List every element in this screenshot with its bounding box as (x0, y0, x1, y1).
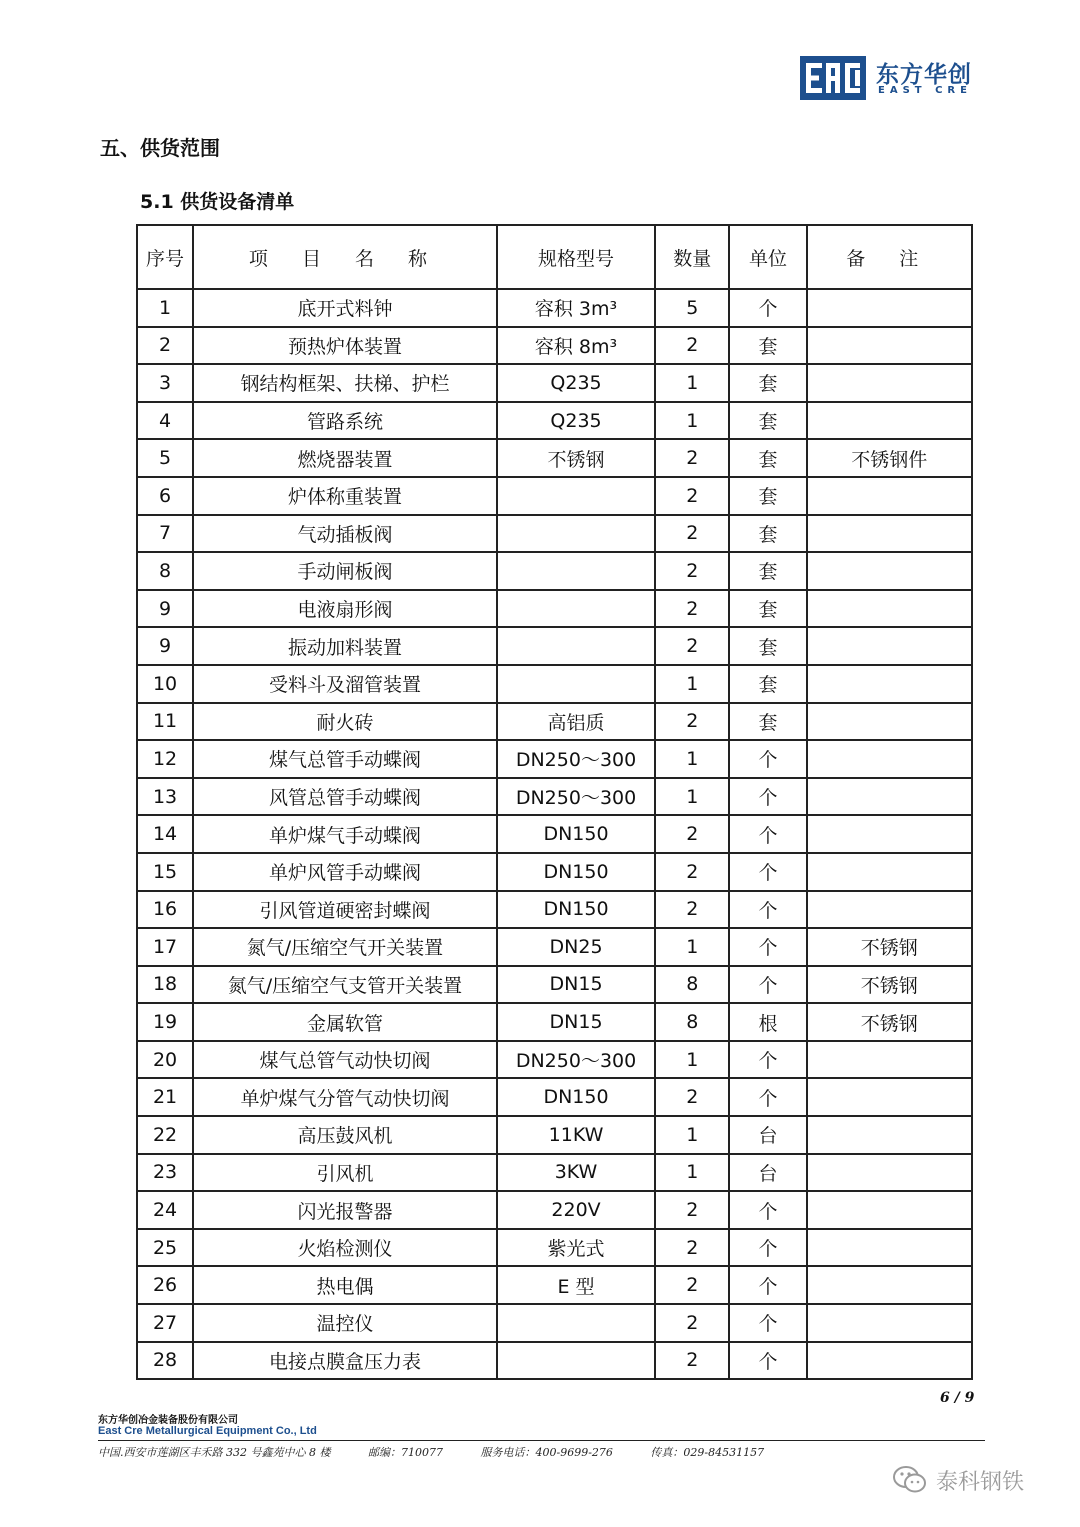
cell-note: 不锈钢件 (807, 439, 972, 477)
footer-divider (98, 1440, 985, 1441)
table-body (137, 289, 972, 1379)
cell-unit: 套 (729, 402, 806, 440)
cell-spec: 高铝质 (497, 703, 655, 741)
cell-note (807, 477, 972, 515)
cell-spec: 容积 8m³ (497, 327, 655, 365)
cell-qty: 1 (655, 778, 729, 816)
logo-cn-name: 东方华创 (876, 62, 972, 88)
table-row (137, 1041, 972, 1079)
cell-no: 2 (137, 327, 193, 365)
cell-note (807, 1304, 972, 1342)
cell-qty: 1 (655, 364, 729, 402)
cell-no: 19 (137, 1003, 193, 1041)
cell-note: 不锈钢 (807, 928, 972, 966)
cell-no: 4 (137, 402, 193, 440)
cell-no: 15 (137, 853, 193, 891)
cell-name: 氮气/压缩空气开关装置 (193, 928, 497, 966)
watermark-text: 泰科钢铁 (936, 1469, 1025, 1495)
cell-qty: 2 (655, 477, 729, 515)
cell-name: 预热炉体装置 (193, 327, 497, 365)
cell-note (807, 1116, 972, 1154)
cell-qty: 1 (655, 928, 729, 966)
table-row (137, 552, 972, 590)
table-row (137, 364, 972, 402)
cell-note (807, 289, 972, 327)
cell-no: 7 (137, 515, 193, 553)
cell-qty: 1 (655, 1154, 729, 1192)
cell-note (807, 815, 972, 853)
cell-qty: 2 (655, 1191, 729, 1229)
cell-note (807, 590, 972, 628)
cell-no: 14 (137, 815, 193, 853)
cell-note (807, 778, 972, 816)
footer-company-cn: 东方华创冶金装备股份有限公司 (98, 1415, 238, 1426)
cell-qty: 2 (655, 627, 729, 665)
page-number: 6 / 9 (940, 1390, 975, 1406)
cell-note (807, 1041, 972, 1079)
cell-spec: DN150 (497, 853, 655, 891)
cell-name: 引风管道硬密封蝶阀 (193, 891, 497, 929)
cell-spec: DN250～300 (497, 778, 655, 816)
cell-unit: 套 (729, 590, 806, 628)
table-row (137, 515, 972, 553)
cell-name: 单炉风管手动蝶阀 (193, 853, 497, 891)
cell-qty: 2 (655, 327, 729, 365)
cell-name: 电液扇形阀 (193, 590, 497, 628)
cell-name: 氮气/压缩空气支管开关装置 (193, 966, 497, 1004)
table-row (137, 289, 972, 327)
cell-name: 热电偶 (193, 1266, 497, 1304)
cell-unit: 个 (729, 928, 806, 966)
cell-spec (497, 1342, 655, 1380)
cell-spec: Q235 (497, 402, 655, 440)
cell-name: 单炉煤气手动蝶阀 (193, 815, 497, 853)
cell-unit: 个 (729, 1229, 806, 1267)
cell-name: 气动插板阀 (193, 515, 497, 553)
cell-spec (497, 477, 655, 515)
cell-no: 5 (137, 439, 193, 477)
cell-name: 引风机 (193, 1154, 497, 1192)
cell-no: 25 (137, 1229, 193, 1267)
table-row (137, 665, 972, 703)
cell-unit: 个 (729, 966, 806, 1004)
cell-spec: DN250～300 (497, 1041, 655, 1079)
footer-fax: 传真：029-84531157 (650, 1446, 765, 1459)
cell-unit: 个 (729, 778, 806, 816)
table-row (137, 477, 972, 515)
cell-spec: E 型 (497, 1266, 655, 1304)
table-row (137, 966, 972, 1004)
cell-name: 受料斗及溜管装置 (193, 665, 497, 703)
cell-no: 10 (137, 665, 193, 703)
cell-qty: 2 (655, 1342, 729, 1380)
table-row (137, 1003, 972, 1041)
footer-service-phone: 服务电话：400-9699-276 (480, 1446, 613, 1459)
cell-unit: 套 (729, 665, 806, 703)
footer-company-en: East Cre Metallurgical Equipment Co., Ltd (98, 1425, 317, 1437)
cell-unit: 套 (729, 327, 806, 365)
cell-spec: 220V (497, 1191, 655, 1229)
table-row (137, 1342, 972, 1380)
cell-no: 27 (137, 1304, 193, 1342)
header-note: 备 注 (807, 225, 972, 289)
cell-spec (497, 1304, 655, 1342)
cell-no: 1 (137, 289, 193, 327)
cell-note (807, 1342, 972, 1380)
cell-unit: 台 (729, 1154, 806, 1192)
cell-qty: 2 (655, 815, 729, 853)
cell-no: 9 (137, 590, 193, 628)
table-row (137, 1078, 972, 1116)
cell-qty: 2 (655, 1229, 729, 1267)
cell-note (807, 740, 972, 778)
cell-name: 闪光报警器 (193, 1191, 497, 1229)
cell-qty: 2 (655, 552, 729, 590)
table-row (137, 1191, 972, 1229)
cell-no: 17 (137, 928, 193, 966)
equipment-table (136, 224, 973, 1380)
cell-note (807, 1154, 972, 1192)
cell-unit: 个 (729, 1191, 806, 1229)
logo-en-name: EAST CRE (878, 85, 972, 96)
cell-name: 金属软管 (193, 1003, 497, 1041)
cell-name: 钢结构框架、扶梯、护栏 (193, 364, 497, 402)
cell-qty: 2 (655, 515, 729, 553)
table-row (137, 590, 972, 628)
cell-name: 手动闸板阀 (193, 552, 497, 590)
cell-no: 9 (137, 627, 193, 665)
cell-spec (497, 552, 655, 590)
cell-no: 20 (137, 1041, 193, 1079)
cell-qty: 8 (655, 966, 729, 1004)
cell-spec: DN15 (497, 966, 655, 1004)
cell-no: 13 (137, 778, 193, 816)
cell-qty: 2 (655, 1078, 729, 1116)
cell-qty: 2 (655, 439, 729, 477)
cell-unit: 根 (729, 1003, 806, 1041)
cell-name: 火焰检测仪 (193, 1229, 497, 1267)
cell-spec (497, 627, 655, 665)
cell-note (807, 402, 972, 440)
cell-qty: 2 (655, 853, 729, 891)
table-row (137, 327, 972, 365)
footer-address: 中国.西安市莲湖区丰禾路 332 号鑫苑中心 8 楼 (98, 1446, 331, 1459)
cell-name: 振动加料装置 (193, 627, 497, 665)
cell-unit: 套 (729, 364, 806, 402)
cell-qty: 1 (655, 665, 729, 703)
cell-unit: 个 (729, 740, 806, 778)
cell-spec: 不锈钢 (497, 439, 655, 477)
cell-name: 炉体称重装置 (193, 477, 497, 515)
cell-name: 耐火砖 (193, 703, 497, 741)
cell-no: 28 (137, 1342, 193, 1380)
table-row (137, 1116, 972, 1154)
company-logo (800, 54, 980, 102)
table-row (137, 1154, 972, 1192)
cell-name: 温控仪 (193, 1304, 497, 1342)
cell-unit: 台 (729, 1116, 806, 1154)
cell-name: 电接点膜盒压力表 (193, 1342, 497, 1380)
cell-note (807, 552, 972, 590)
cell-qty: 2 (655, 590, 729, 628)
cell-unit: 套 (729, 552, 806, 590)
header-spec: 规格型号 (497, 225, 655, 289)
cell-spec (497, 665, 655, 703)
cell-name: 单炉煤气分管气动快切阀 (193, 1078, 497, 1116)
cell-unit: 个 (729, 1342, 806, 1380)
cell-unit: 套 (729, 439, 806, 477)
cell-spec (497, 515, 655, 553)
table-row (137, 891, 972, 929)
table-row (137, 1229, 972, 1267)
table-row (137, 1266, 972, 1304)
cell-unit: 个 (729, 289, 806, 327)
cell-note (807, 1266, 972, 1304)
cell-spec: DN150 (497, 1078, 655, 1116)
section-title: 五、供货范围 (100, 136, 220, 160)
cell-spec: DN25 (497, 928, 655, 966)
table-row (137, 853, 972, 891)
cell-spec (497, 590, 655, 628)
header-name: 项 目 名 称 (193, 225, 497, 289)
cell-note (807, 1191, 972, 1229)
cell-name: 高压鼓风机 (193, 1116, 497, 1154)
cell-no: 18 (137, 966, 193, 1004)
cell-note (807, 703, 972, 741)
cell-note (807, 364, 972, 402)
cell-name: 管路系统 (193, 402, 497, 440)
cell-note (807, 665, 972, 703)
cell-spec: Q235 (497, 364, 655, 402)
cell-note (807, 891, 972, 929)
cell-note (807, 853, 972, 891)
table-row (137, 778, 972, 816)
cell-note (807, 515, 972, 553)
cell-qty: 2 (655, 1304, 729, 1342)
cell-unit: 个 (729, 891, 806, 929)
cell-qty: 5 (655, 289, 729, 327)
cell-unit: 套 (729, 477, 806, 515)
header-no: 序号 (137, 225, 193, 289)
cell-no: 26 (137, 1266, 193, 1304)
cell-unit: 套 (729, 627, 806, 665)
table-row (137, 928, 972, 966)
cell-unit: 个 (729, 1041, 806, 1079)
cell-unit: 个 (729, 1078, 806, 1116)
cell-note (807, 327, 972, 365)
cell-unit: 个 (729, 1266, 806, 1304)
cell-qty: 2 (655, 703, 729, 741)
cell-no: 3 (137, 364, 193, 402)
cell-unit: 个 (729, 1304, 806, 1342)
logo-mark-icon (800, 56, 866, 100)
footer-contact-line (98, 1444, 798, 1460)
cell-spec: DN150 (497, 815, 655, 853)
table-row (137, 740, 972, 778)
header-qty: 数量 (655, 225, 729, 289)
cell-unit: 个 (729, 853, 806, 891)
cell-note (807, 1078, 972, 1116)
cell-unit: 个 (729, 815, 806, 853)
cell-qty: 1 (655, 402, 729, 440)
cell-spec: DN250～300 (497, 740, 655, 778)
cell-no: 8 (137, 552, 193, 590)
cell-name: 燃烧器装置 (193, 439, 497, 477)
table-row (137, 703, 972, 741)
cell-note (807, 627, 972, 665)
table-row (137, 815, 972, 853)
table-row (137, 627, 972, 665)
cell-name: 煤气总管手动蝶阀 (193, 740, 497, 778)
cell-note: 不锈钢 (807, 1003, 972, 1041)
footer-postcode: 邮编：710077 (367, 1446, 443, 1459)
wechat-icon (892, 1465, 928, 1495)
cell-unit: 套 (729, 515, 806, 553)
cell-spec: 11KW (497, 1116, 655, 1154)
cell-name: 风管总管手动蝶阀 (193, 778, 497, 816)
cell-no: 23 (137, 1154, 193, 1192)
table-row (137, 402, 972, 440)
table-row (137, 439, 972, 477)
cell-qty: 2 (655, 891, 729, 929)
cell-name: 底开式料钟 (193, 289, 497, 327)
table-header-row (137, 225, 972, 289)
cell-spec: 容积 3m³ (497, 289, 655, 327)
cell-qty: 1 (655, 1041, 729, 1079)
header-unit: 单位 (729, 225, 806, 289)
cell-qty: 8 (655, 1003, 729, 1041)
cell-unit: 套 (729, 703, 806, 741)
cell-qty: 1 (655, 1116, 729, 1154)
cell-no: 16 (137, 891, 193, 929)
cell-no: 6 (137, 477, 193, 515)
cell-spec: 紫光式 (497, 1229, 655, 1267)
sub-title: 5.1 供货设备清单 (140, 191, 295, 213)
cell-qty: 1 (655, 740, 729, 778)
watermark (892, 1460, 1024, 1500)
cell-no: 21 (137, 1078, 193, 1116)
cell-spec: DN150 (497, 891, 655, 929)
cell-no: 24 (137, 1191, 193, 1229)
cell-spec: 3KW (497, 1154, 655, 1192)
cell-name: 煤气总管气动快切阀 (193, 1041, 497, 1079)
cell-no: 12 (137, 740, 193, 778)
cell-qty: 2 (655, 1266, 729, 1304)
cell-spec: DN15 (497, 1003, 655, 1041)
table-row (137, 1304, 972, 1342)
cell-note: 不锈钢 (807, 966, 972, 1004)
cell-no: 11 (137, 703, 193, 741)
cell-note (807, 1229, 972, 1267)
cell-no: 22 (137, 1116, 193, 1154)
